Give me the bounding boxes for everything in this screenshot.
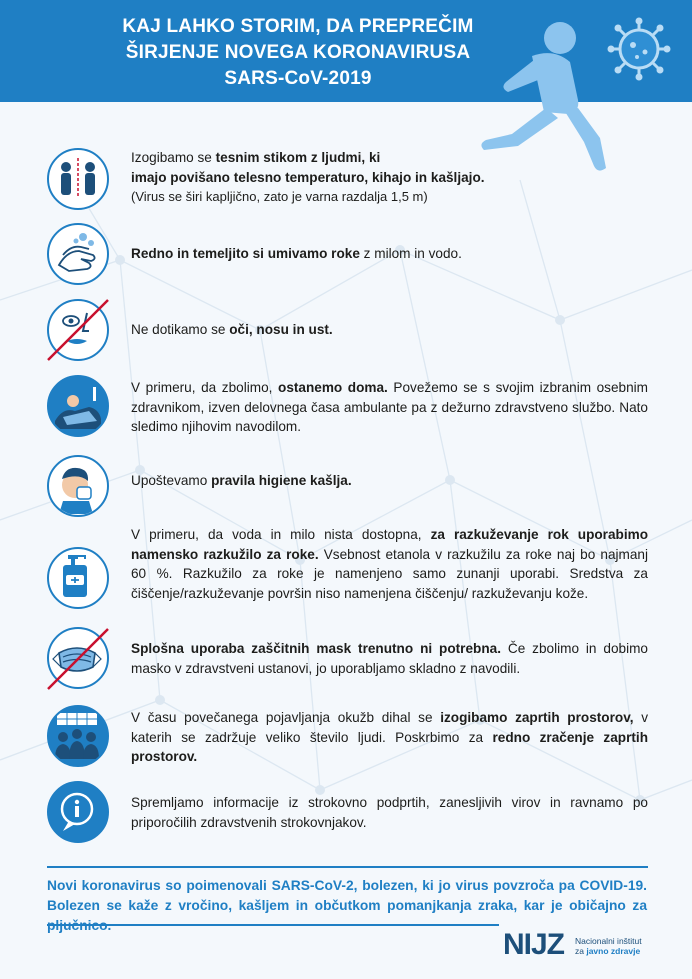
logo-line-1: Nacionalni inštitut <box>575 936 642 946</box>
advice-text-span: Če zbolimo in dobimo masko v zdravstveni ustanovi, jo uporabljamo skladno z navodili. <box>131 641 648 676</box>
prohibited-cross-icon <box>42 623 114 695</box>
advice-text-bold: redno zračenje zaprtih prostorov. <box>131 729 648 765</box>
advice-text <box>131 471 648 491</box>
title-line-3: SARS-CoV-2019 <box>224 68 372 89</box>
prohibited-cross-icon <box>42 294 114 366</box>
distance-icon <box>47 148 109 210</box>
footer-note: Novi koronavirus so poimenovali SARS-CoV-2, bolezen, ki jo virus povzroča pa COVID-19. Bolezen se kaže z vročino, kašljem in občutkom pomanjkanja zraka, kar je običajno za <box>47 878 647 913</box>
title-line-1: KAJ LAHKO STORIM, DA PREPREČIM <box>122 16 474 37</box>
advice-text-span: v katerih se zadržuje veliko število ljudi. Poskrbimo za <box>131 710 649 745</box>
advice-text-span: V primeru, da voda in milo nista dostopna, <box>131 527 431 542</box>
virus-icon <box>604 16 674 82</box>
advice-text <box>131 378 648 437</box>
nijz-logo <box>503 927 653 971</box>
logo-line-2a: za <box>575 946 587 956</box>
advice-text <box>131 793 648 832</box>
advice-text-bold: pravila higiene kašlja. <box>211 473 352 488</box>
advice-text-bold: Redno in temeljito si umivamo roke <box>131 246 360 261</box>
logo-text <box>575 936 642 956</box>
cough-hygiene-icon <box>47 455 109 517</box>
advice-text <box>131 708 648 767</box>
advice-text-span: (Virus se širi kapljično, zato je varna razdalja 1,5 m) <box>131 189 428 205</box>
advice-text <box>131 525 648 603</box>
footer-divider-bottom <box>47 924 499 926</box>
handwashing-icon <box>47 223 109 285</box>
advice-text-span: Vsebnost etanola v razkužilu za roke naj bo najmanj 60 %. Razkužilo za roke je namenjeno samo zunanji uporabi. Sredstva za čiščenje/razkuževanje površin niso namenjena čiščenju/ razkuževanju kože. <box>131 546 648 601</box>
advice-text-bold: tesnim stikom z ljudmi, ki <box>215 150 381 165</box>
sanitizer-icon <box>47 547 109 609</box>
advice-text <box>131 639 648 678</box>
title-line-2: ŠIRJENJE NOVEGA KORONAVIRUSA <box>125 42 471 63</box>
advice-text-span: Ne dotikamo se <box>131 322 230 337</box>
advice-text-bold: imajo povišano telesno temperaturo, kihajo in kašljajo. <box>131 169 485 185</box>
page-title <box>78 14 518 92</box>
advice-text-bold: za razkuževanje rok uporabimo namensko razkužilo za roke. <box>131 527 648 562</box>
advice-text-span: Upoštevamo <box>131 473 212 488</box>
logo-mark: NIJZ <box>503 928 565 961</box>
advice-text <box>131 244 648 264</box>
advice-text-span: Spremljamo informacije iz strokovno podprtih, zanesljivih virov in ravnamo po priporočilih zdravstvenih strokovnjakov. <box>131 795 648 830</box>
advice-text-span: z milom in vodo. <box>359 246 462 261</box>
info-icon <box>47 781 109 843</box>
logo-line-2b: javno zdravje <box>586 946 641 956</box>
advice-text <box>131 320 648 340</box>
footer-divider <box>47 866 648 868</box>
advice-text-bold: Splošna uporaba zaščitnih mask trenutno ni potrebna. <box>131 641 501 656</box>
advice-text-span: Povežemo se s svojim izbranim osebnim zdravnikom, izven delovnega časa ambulante pa z dežurno zdravstveno službo. Nato sledimo njihovim navodilom. <box>131 380 649 435</box>
stay-home-icon <box>47 375 109 437</box>
advice-text-bold: oči, nosu in ust. <box>229 322 333 337</box>
crowd-indoors-icon <box>47 705 109 767</box>
advice-text-span: V primeru, da zbolimo, <box>131 380 279 395</box>
advice-text <box>131 148 648 207</box>
advice-text-span: Izogibamo se <box>131 150 216 165</box>
advice-text-bold: ostanemo doma. <box>278 380 388 395</box>
advice-text-span: V času povečanega pojavljanja okužb dihal se <box>131 710 441 725</box>
advice-text-bold: izogibamo zaprtih prostorov, <box>440 710 634 725</box>
